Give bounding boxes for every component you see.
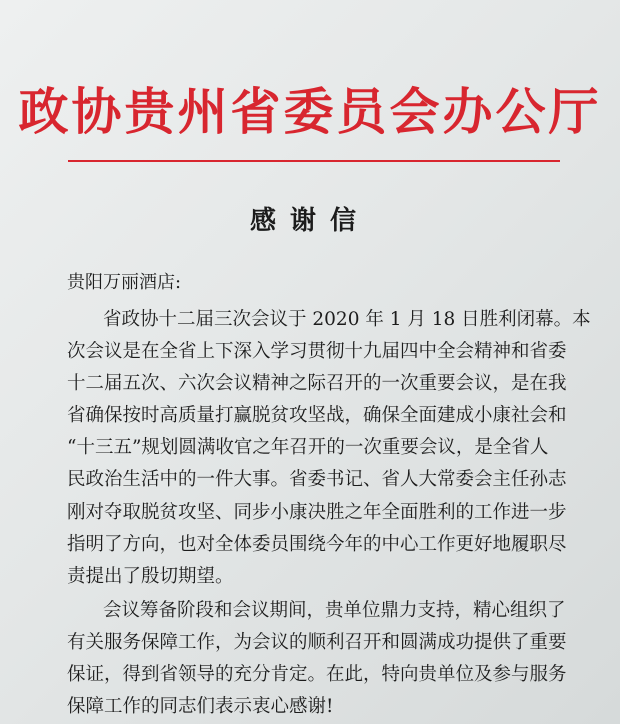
paragraph-line: 保障工作的同志们表示衷心感谢!	[67, 696, 334, 717]
paragraph-line: 十二届五次、六次会议精神之际召开的一次重要会议，是在我	[67, 373, 567, 394]
salutation: 贵阳万丽酒店:	[67, 272, 182, 293]
paragraph-line: 省确保按时高质量打赢脱贫攻坚战，确保全面建成小康社会和	[67, 405, 567, 426]
paragraph-line: 民政治生活中的一件大事。省委书记、省人大常委会主任孙志	[67, 469, 567, 490]
paragraph-line: 会议筹备阶段和会议期间，贵单位鼎力支持，精心组织了	[103, 600, 566, 621]
letterhead-red-rule	[68, 160, 560, 162]
paragraph-line: 指明了方向，也对全体委员围绕今年的中心工作更好地履职尽	[67, 534, 567, 555]
paragraph-line: 省政协十二届三次会议于 2020 年 1 月 18 日胜利闭幕。本	[103, 309, 591, 330]
paragraph-line: 责提出了殷切期望。	[67, 566, 234, 587]
paragraph-line: 刚对夺取脱贫攻坚、同步小康决胜之年全面胜利的工作进一步	[67, 502, 567, 523]
paragraph-line: 保证，得到省领导的充分肯定。在此，特向贵单位及参与服务	[67, 664, 567, 685]
letterhead-organization: 政协贵州省委员会办公厅	[18, 83, 602, 141]
paragraph-line: “十三五”规划圆满收官之年召开的一次重要会议，是全省人	[67, 437, 549, 458]
paragraph-line: 有关服务保障工作，为会议的顺利召开和圆满成功提供了重要	[67, 632, 567, 653]
letter-title: 感谢信	[249, 206, 370, 236]
paragraph-line: 次会议是在全省上下深入学习贯彻十九届四中全会精神和省委	[67, 341, 567, 362]
